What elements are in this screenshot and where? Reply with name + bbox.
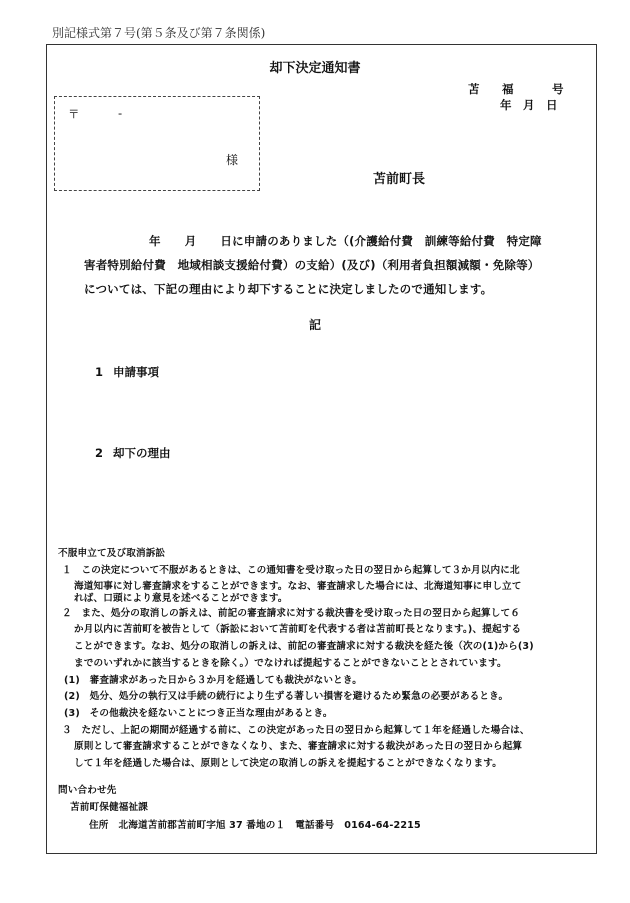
appeal-paragraph-2-cont: か月以内に苫前町を被告として（訴訟において苫前町を代表する者は苫前町長となります。)、提起する <box>74 624 522 635</box>
sender-title: 苫前町長 <box>373 172 426 187</box>
appeal-paragraph-2-cont: ことができます。なお、処分の取消しの訴えは、前記の審査請求に対する裁決を経た後（次の(1)から(3) <box>74 641 534 652</box>
recipient-honorific: 様 <box>226 153 239 167</box>
appeal-heading: 不服申立て及び取消訴訟 <box>58 548 166 559</box>
body-year: 年 <box>149 234 161 248</box>
reference-prefix: 苫 <box>468 82 480 96</box>
item-application <box>95 364 159 380</box>
address-label: 住所 <box>89 820 109 831</box>
appeal-paragraph-2-cont: までのいずれかに該当するときを除く。）でなければ提起することができないこととされています。 <box>74 658 507 669</box>
form-number-label: 別記様式第７号(第５条及び第７条関係) <box>52 26 266 40</box>
appeal-paragraph-3-cont: 原則として審査請求することができなくなり、また、審査請求に対する裁決があった日の翌日から起算 <box>74 741 523 752</box>
document-title: 却下決定通知書 <box>269 61 361 76</box>
body-line-2: 害者特別給付費 地域相談支援給付費）の支給）(及び)（利用者負担額減額・免除等） <box>84 258 540 272</box>
recipient-address-box <box>54 96 260 191</box>
body-line-1 <box>149 233 542 249</box>
appeal-sub-item-2: (2) 処分、処分の執行又は手続の続行により生ずる著しい損害を避けるため緊急の必要があるとき。 <box>64 691 509 702</box>
appeal-sub-item-3: (3) その他裁決を経ないことにつき正当な理由があるとき。 <box>64 708 333 719</box>
contact-department: 苫前町保健福祉課 <box>70 802 148 813</box>
appeal-paragraph-3: ３ ただし、上記の期間が経過する前に、この決定があった日の翌日から起算して１年を経過した場合は、 <box>62 725 530 736</box>
reference-date: 年 月 日 <box>500 98 558 112</box>
phone-label: 電話番号 <box>295 820 335 831</box>
item-number: 1 <box>95 365 104 379</box>
item-label: 申請事項 <box>113 365 159 379</box>
item-label: 却下の理由 <box>113 446 171 460</box>
postal-code-dash: - <box>118 106 123 120</box>
ki-heading: 記 <box>308 318 321 332</box>
body-month: 月 <box>184 234 197 248</box>
body-line-1-text: 日に申請のありました（(介護給付費 訓練等給付費 特定障 <box>220 234 542 248</box>
address-value: 北海道苫前郡苫前町字旭 37 番地の１ <box>118 820 286 831</box>
postal-mark: 〒 <box>68 107 80 121</box>
appeal-paragraph-1-cont: れば、口頭により意見を述べることができます。 <box>74 593 288 604</box>
appeal-paragraph-3-cont: して１年を経過した場合は、原則として決定の取消しの訴えを提起することができなくなります。 <box>74 758 502 769</box>
appeal-paragraph-1-cont: 海道知事に対し審査請求をすることができます。なお、審査請求した場合には、北海道知事に申し立て <box>74 581 522 592</box>
reference-middle: 福 <box>502 82 514 96</box>
contact-heading: 問い合わせ先 <box>58 785 117 796</box>
body-line-3: については、下記の理由により却下することに決定しましたので通知します。 <box>84 282 493 296</box>
appeal-sub-item-1: (1) 審査請求があった日から３か月を経過しても裁決がないとき。 <box>64 675 362 686</box>
reference-number <box>468 81 564 97</box>
appeal-paragraph-2: ２ また、処分の取消しの訴えは、前記の審査請求に対する裁決書を受け取った日の翌日から起算して６ <box>62 608 520 619</box>
reference-suffix: 号 <box>552 82 564 96</box>
item-rejection-reason <box>95 445 171 461</box>
phone-value: 0164-64-2215 <box>344 820 421 831</box>
item-number: 2 <box>95 446 104 460</box>
contact-address-line <box>89 817 421 831</box>
appeal-paragraph-1: １ この決定について不服があるときは、この通知書を受け取った日の翌日から起算して３か月以内に北 <box>62 565 520 576</box>
